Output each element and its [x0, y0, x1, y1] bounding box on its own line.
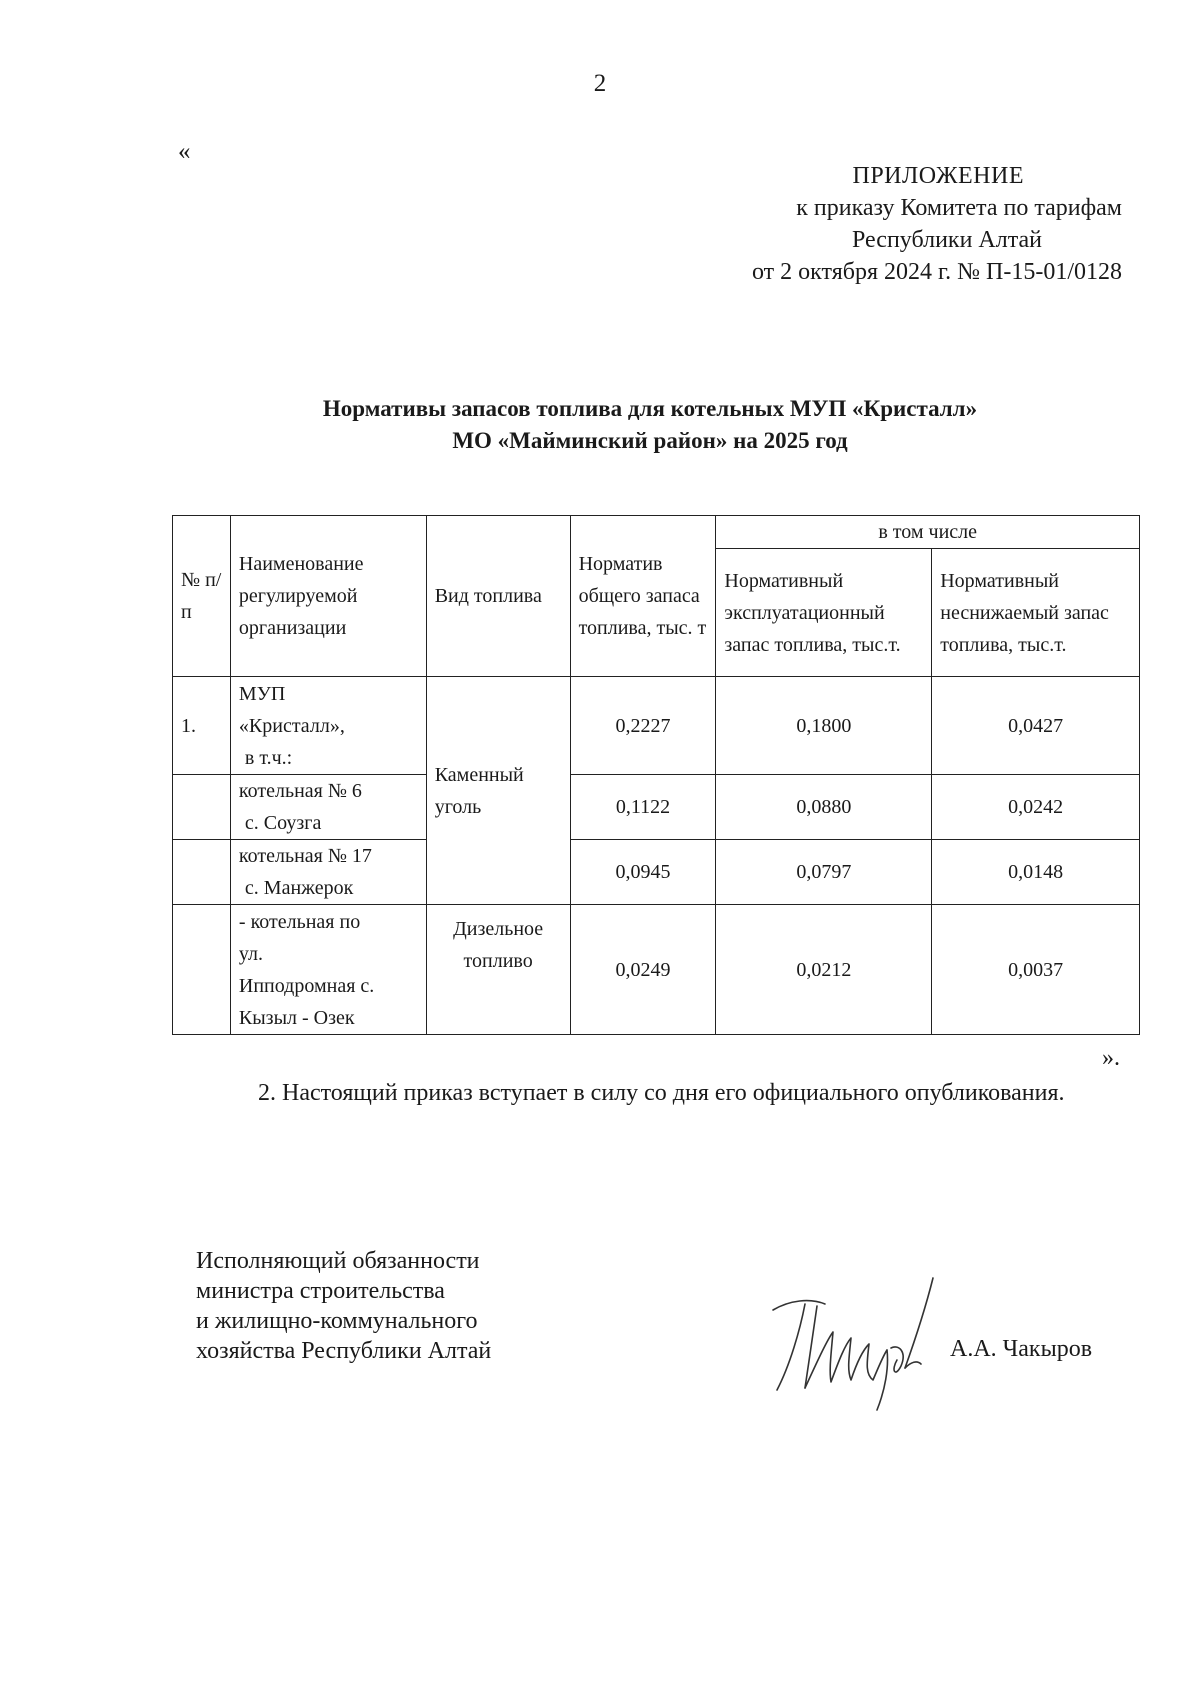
org-line: с. Манжерок [244, 877, 354, 899]
signer-name: А.А. Чакыров [950, 1336, 1093, 1362]
appendix-order-date: от 2 октября 2024 г. № П-15-01/0128 [752, 259, 1122, 285]
fuel-line: Каменный [434, 763, 524, 786]
row-operational-reserve: 0,0212 [716, 905, 932, 1035]
row-minimum-reserve: 0,0148 [932, 840, 1140, 905]
org-line: МУП [238, 682, 286, 705]
row-operational-reserve: 0,0880 [716, 775, 932, 840]
signer-position-line: и жилищно-коммунального [196, 1308, 478, 1334]
closing-quote: ». [1102, 1045, 1120, 1071]
signer-position-line: хозяйства Республики Алтай [196, 1338, 492, 1364]
org-line: Кызыл - Озек [238, 1006, 355, 1029]
opening-quote: « [178, 138, 191, 165]
table-row [173, 775, 1140, 840]
appendix-header [752, 160, 1122, 288]
row-num [173, 840, 231, 905]
org-line: ул. [238, 942, 264, 965]
fuel-line: топливо [463, 950, 533, 972]
fuel-line: уголь [434, 795, 482, 818]
row-operational-reserve: 0,1800 [716, 677, 932, 775]
row-fuel-type [426, 905, 570, 1035]
row-organization [230, 775, 426, 840]
document-title-line-2: МО «Майминский район» на 2025 год [452, 428, 848, 453]
fuel-norms-table [172, 515, 1140, 1035]
org-line: «Кристалл», [238, 714, 345, 737]
row-num [173, 775, 231, 840]
row-organization [230, 840, 426, 905]
row-fuel-type [426, 677, 570, 905]
row-total-reserve: 0,1122 [570, 775, 716, 840]
appendix-order-ref: к приказу Комитета по тарифам [796, 195, 1122, 221]
org-line: - котельная по [238, 910, 361, 933]
table-row [173, 840, 1140, 905]
document-title-line-1: Нормативы запасов топлива для котельных МУП «Кристалл» [322, 396, 978, 421]
document-title [0, 393, 1200, 457]
header-num: № п/п [173, 516, 231, 677]
row-minimum-reserve: 0,0242 [932, 775, 1140, 840]
header-total-reserve: Норматив общего запаса топлива, тыс. т [570, 516, 716, 677]
row-total-reserve: 0,0249 [570, 905, 716, 1035]
row-organization [230, 905, 426, 1035]
page-number: 2 [593, 70, 607, 97]
row-operational-reserve: 0,0797 [716, 840, 932, 905]
table-row [173, 677, 1140, 775]
header-minimum-reserve: Нормативный неснижаемый запас топлива, тыс.т. [932, 549, 1140, 677]
appendix-title: ПРИЛОЖЕНИЕ [852, 163, 1024, 189]
signer-position [196, 1246, 491, 1366]
signer-position-line: Исполняющий обязанности [196, 1248, 480, 1274]
header-operational-reserve: Нормативный эксплуатационный запас топлива, тыс.т. [716, 549, 932, 677]
org-line: котельная № 17 [238, 845, 372, 867]
appendix-republic: Республики Алтай [852, 227, 1042, 253]
signer-position-line: министра строительства [196, 1278, 445, 1304]
header-including: в том числе [716, 516, 1140, 549]
row-num: 1. [173, 677, 231, 775]
org-line: Ипподромная с. [238, 974, 375, 997]
org-line: с. Соузга [244, 812, 322, 834]
clause-2-text: 2. Настоящий приказ вступает в силу со дня его официального опубликования. [258, 1080, 1065, 1106]
table-row [173, 905, 1140, 1035]
row-num [173, 905, 231, 1035]
org-line: в т.ч.: [244, 746, 293, 769]
row-minimum-reserve: 0,0037 [932, 905, 1140, 1035]
row-total-reserve: 0,0945 [570, 840, 716, 905]
row-total-reserve: 0,2227 [570, 677, 716, 775]
row-minimum-reserve: 0,0427 [932, 677, 1140, 775]
header-fuel-type: Вид топлива [426, 516, 570, 677]
org-line: котельная № 6 [238, 780, 362, 802]
header-organization: Наименование регулируемой организации [230, 516, 426, 677]
handwritten-signature [765, 1270, 945, 1420]
row-organization [230, 677, 426, 775]
fuel-line: Дизельное [453, 918, 544, 940]
